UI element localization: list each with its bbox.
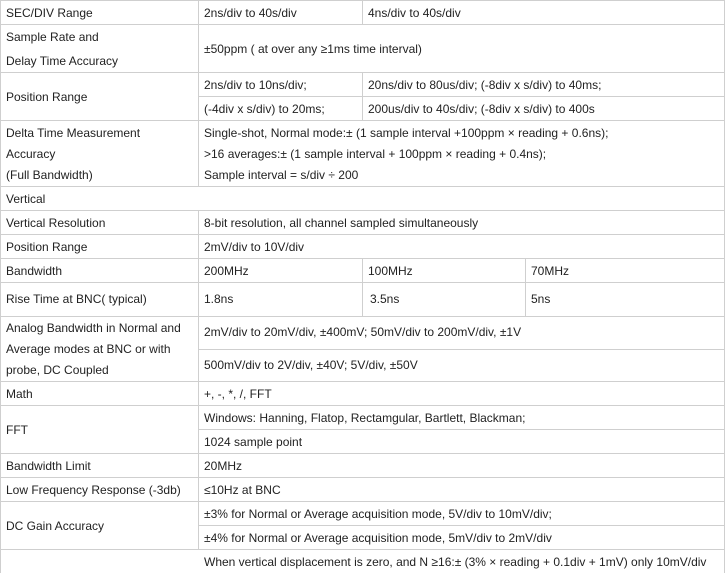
dc-gain-value-2: ±4% for Normal or Average acquisition mode, 5mV/div to 2mV/div bbox=[204, 531, 552, 545]
grid-line bbox=[0, 381, 725, 382]
grid-line bbox=[362, 72, 363, 120]
rise-time-value-b: 3.5ns bbox=[370, 292, 400, 306]
math-label: Math bbox=[6, 387, 33, 401]
grid-line bbox=[362, 258, 363, 316]
grid-line bbox=[198, 349, 725, 350]
sec-div-value-b: 4ns/div to 40s/div bbox=[368, 6, 461, 20]
position-range-value-a1: 2ns/div to 10ns/div; bbox=[204, 78, 307, 92]
vertical-resolution-label: Vertical Resolution bbox=[6, 216, 106, 230]
grid-line bbox=[198, 525, 725, 526]
analog-bandwidth-value-1: 2mV/div to 20mV/div, ±400mV; 50mV/div to 200mV/div, ±1V bbox=[204, 325, 522, 339]
fft-label: FFT bbox=[6, 423, 28, 437]
vertical-position-value: 2mV/div to 10V/div bbox=[204, 240, 305, 254]
analog-bandwidth-label-1: Analog Bandwidth in Normal and bbox=[6, 321, 181, 335]
analog-bandwidth-label-3: probe, DC Coupled bbox=[6, 363, 109, 377]
sec-div-label: SEC/DIV Range bbox=[6, 6, 93, 20]
position-range-value-b1: 20ns/div to 80us/div; (-8div x s/div) to 40ms; bbox=[368, 78, 602, 92]
sample-rate-label-1: Sample Rate and bbox=[6, 30, 99, 44]
grid-line bbox=[0, 549, 725, 550]
sample-rate-value: ±50ppm ( at over any ≥1ms time interval) bbox=[204, 42, 422, 56]
grid-line bbox=[0, 453, 725, 454]
analog-bandwidth-label-2: Average modes at BNC or with bbox=[6, 342, 171, 356]
grid-line bbox=[198, 96, 725, 97]
grid-line bbox=[198, 210, 199, 549]
grid-line bbox=[0, 210, 725, 211]
delta-time-value-3: Sample interval = s/div ÷ 200 bbox=[204, 168, 359, 182]
grid-line bbox=[0, 234, 725, 235]
grid-line bbox=[0, 501, 725, 502]
fft-value-1: Windows: Hanning, Flatop, Rectamgular, Bartlett, Blackman; bbox=[204, 411, 526, 425]
grid-line bbox=[0, 0, 1, 573]
delta-time-label-1: Delta Time Measurement bbox=[6, 126, 141, 140]
grid-line bbox=[0, 186, 725, 187]
rise-time-label: Rise Time at BNC( typical) bbox=[6, 292, 147, 306]
vertical-section-heading: Vertical bbox=[6, 192, 46, 206]
dc-gain-value-1: ±3% for Normal or Average acquisition mode, 5V/div to 10mV/div; bbox=[204, 507, 552, 521]
grid-line bbox=[362, 0, 363, 24]
grid-line bbox=[0, 120, 725, 121]
rise-time-value-a: 1.8ns bbox=[204, 292, 234, 306]
low-frequency-value: ≤10Hz at BNC bbox=[204, 483, 281, 497]
position-range-label: Position Range bbox=[6, 90, 88, 104]
vertical-position-label: Position Range bbox=[6, 240, 88, 254]
delta-time-label-2: Accuracy bbox=[6, 147, 56, 161]
bandwidth-value-c: 70MHz bbox=[531, 264, 570, 278]
math-value: +, -, *, /, FFT bbox=[204, 387, 272, 401]
grid-line bbox=[198, 429, 725, 430]
dc-offset-accuracy-value: When vertical displacement is zero, and N ≥16:± (3% × reading + 0.1div + 1mV) only 10mV/div bbox=[204, 555, 707, 569]
low-frequency-label: Low Frequency Response (-3db) bbox=[6, 483, 181, 497]
grid-line bbox=[525, 258, 526, 316]
grid-line bbox=[0, 477, 725, 478]
position-range-value-a2: (-4div x s/div) to 20ms; bbox=[204, 102, 325, 116]
grid-line bbox=[198, 0, 199, 186]
fft-value-2: 1024 sample point bbox=[204, 435, 303, 449]
delta-time-value-1: Single-shot, Normal mode:± (1 sample interval +100ppm × reading + 0.6ns); bbox=[204, 126, 609, 140]
vertical-resolution-value: 8-bit resolution, all channel sampled simultaneously bbox=[204, 216, 479, 230]
bandwidth-limit-value: 20MHz bbox=[204, 459, 243, 473]
position-range-value-b2: 200us/div to 40s/div; (-8div x s/div) to 400s bbox=[368, 102, 595, 116]
analog-bandwidth-value-2: 500mV/div to 2V/div, ±40V; 5V/div, ±50V bbox=[204, 358, 418, 372]
grid-line bbox=[0, 405, 725, 406]
grid-line bbox=[0, 316, 725, 317]
grid-line bbox=[0, 24, 725, 25]
delta-time-label-3: (Full Bandwidth) bbox=[6, 168, 93, 182]
sample-rate-label-2: Delay Time Accuracy bbox=[6, 54, 119, 68]
bandwidth-value-a: 200MHz bbox=[204, 264, 249, 278]
sec-div-value-a: 2ns/div to 40s/div bbox=[204, 6, 297, 20]
dc-gain-label: DC Gain Accuracy bbox=[6, 519, 105, 533]
bandwidth-limit-label: Bandwidth Limit bbox=[6, 459, 91, 473]
delta-time-value-2: >16 averages:± (1 sample interval + 100ppm × reading + 0.4ns); bbox=[204, 147, 547, 161]
rise-time-value-c: 5ns bbox=[531, 292, 551, 306]
bandwidth-value-b: 100MHz bbox=[368, 264, 413, 278]
bandwidth-label: Bandwidth bbox=[6, 264, 63, 278]
